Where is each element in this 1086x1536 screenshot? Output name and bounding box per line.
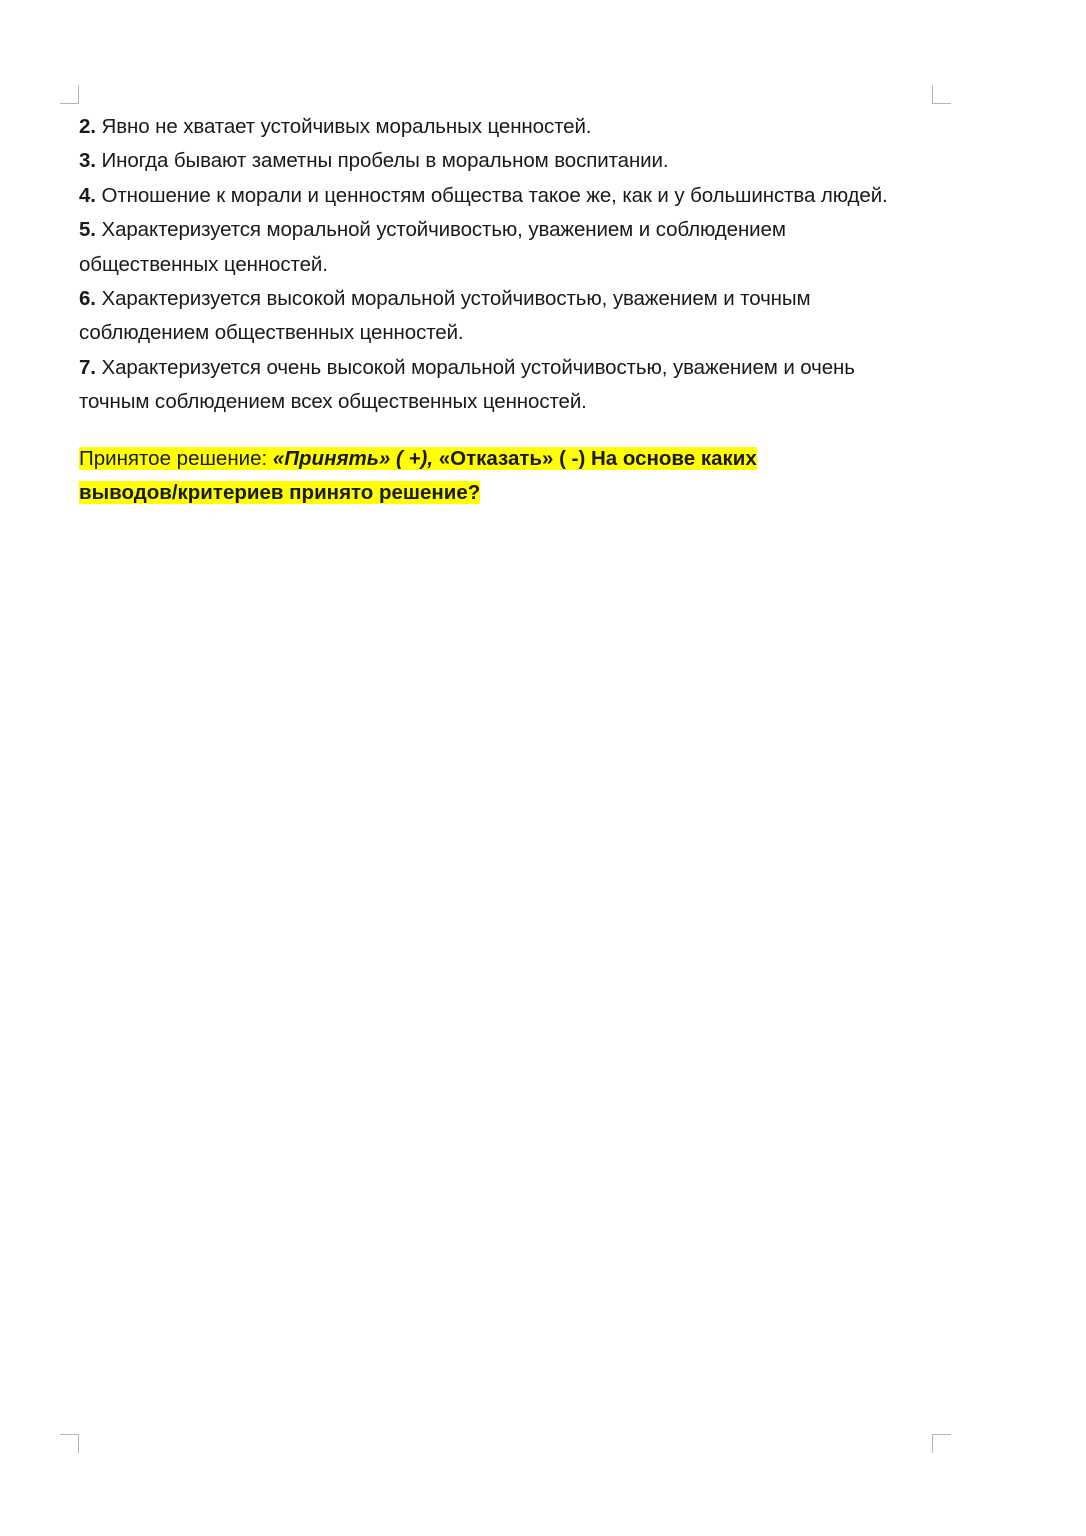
item-text: Явно не хватает устойчивых моральных ценностей. xyxy=(95,115,592,138)
decision-label: Принятое решение: xyxy=(79,446,273,470)
decision-highlight xyxy=(79,447,757,504)
item-text: Отношение к морали и ценностям общества такое же, как и у большинства людей. xyxy=(95,183,888,207)
list-item-4 xyxy=(79,179,919,213)
list-item-6 xyxy=(79,282,919,351)
page-corner-mark-top-right xyxy=(932,85,951,104)
item-number: 2. xyxy=(79,115,96,138)
decision-reject-option-and-question: «Отказать» ( -) На основе каких выводов/критериев принято решение? xyxy=(79,446,757,504)
decision-paragraph xyxy=(79,442,799,510)
item-number: 3. xyxy=(79,149,96,173)
page-corner-mark-bottom-right xyxy=(932,1434,951,1453)
item-number: 4. xyxy=(79,183,96,207)
item-number: 5. xyxy=(79,218,96,242)
list-item-3 xyxy=(79,144,919,178)
item-number: 6. xyxy=(79,287,96,311)
item-text: Характеризуется моральной устойчивостью, уважением и соблюдением общественных ценностей. xyxy=(79,218,786,276)
document-body xyxy=(79,110,919,530)
item-text: Характеризуется очень высокой моральной устойчивостью, уважением и очень точным соблюдением всех общественных ценностей. xyxy=(79,355,855,414)
item-text: Иногда бывают заметны пробелы в моральном воспитании. xyxy=(95,149,669,173)
decision-accept-option: «Принять» ( +), xyxy=(272,446,434,470)
page-corner-mark-bottom-left xyxy=(60,1434,79,1453)
list-item-7 xyxy=(79,351,919,420)
item-number: 7. xyxy=(79,355,96,379)
page-corner-mark-top-left xyxy=(60,85,79,104)
item-text: Характеризуется высокой моральной устойчивостью, уважением и точным соблюдением общественных ценностей. xyxy=(79,287,811,345)
list-item-5 xyxy=(79,213,919,282)
list-item-2 xyxy=(79,110,919,144)
